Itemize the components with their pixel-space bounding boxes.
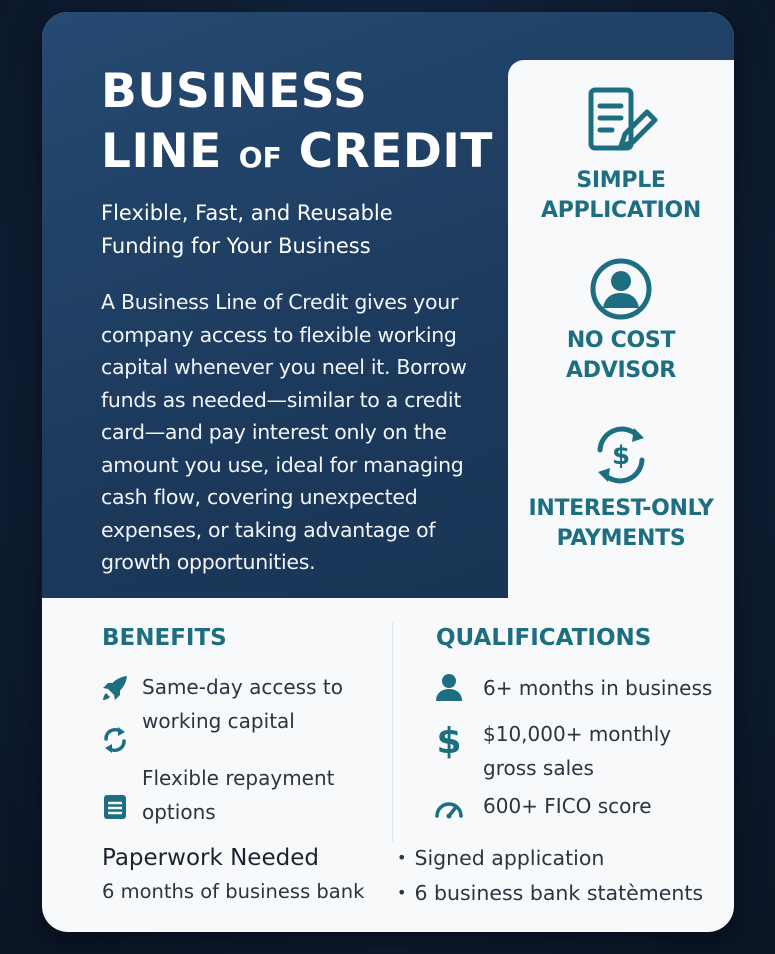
gauge-icon [434,797,464,819]
benefit-text: Same-day access to [142,675,343,699]
subtitle-line-2: Funding for Your Business [101,234,371,258]
qualifications-title: QUALIFICATIONS [436,625,652,651]
person-icon [435,673,463,703]
svg-text:$: $ [436,721,462,759]
benefit-text: options [142,800,216,824]
benefits-title: BENEFITS [102,625,227,651]
benefit-item-flexible [142,761,335,829]
qualification-text: 6+ months in business [483,676,713,700]
paperwork-text: 6 months of business bank [102,880,365,903]
paperwork-item: • Signed application [397,846,605,870]
qualification-text: $10,000+ monthly [483,722,672,746]
qualification-item-sales [434,717,671,785]
feature-no-cost-advisor [508,256,734,386]
dollar-cycle-icon [588,422,654,488]
bullet-icon: • [397,883,407,902]
hero-subtitle [101,197,481,263]
refresh-icon [101,726,129,754]
title-word-line: LINE [101,124,222,179]
bullet-icon: • [397,848,407,867]
document-list-icon [102,793,128,821]
benefit-item-same-day [100,670,343,738]
credit-info-card [42,12,734,932]
hero-section [42,12,734,598]
qualification-text: gross sales [483,756,594,780]
hero-description: A Business Line of Credit gives your company access to flexible working capital whenever you neel it. Borrow funds as needed—similar to a credit card—and pay interest only on the amount you use, ideal for managing cash flow, covering unexpected expenses, or taking advantage of growth opportunities. [101,290,467,574]
benefit-text: working capital [142,709,295,733]
svg-text:$: $ [611,441,631,471]
paperwork-title: Paperwork Needed [102,845,319,871]
paperwork-item: • 6 business bank statèments [397,881,704,905]
title-line-1: BUSINESS [101,64,368,119]
page-title [101,62,493,188]
feature-label: SIMPLE APPLICATION [541,168,701,223]
application-document-icon [581,86,661,158]
feature-interest-only-payments [508,422,734,554]
benefit-text: Flexible repayment [142,766,335,790]
dollar-icon [435,719,463,759]
advisor-person-icon [588,256,654,322]
rocket-icon [100,674,130,702]
qualification-item-months [434,671,712,705]
qualification-text: 600+ FICO score [483,794,652,818]
title-word-credit: CREDIT [298,124,493,179]
qualification-item-fico [434,789,652,823]
subtitle-line-1: Flexible, Fast, and Reusable [101,201,393,225]
feature-label: NO COST ADVISOR [566,328,676,383]
hero-text-panel [42,12,508,598]
column-divider [392,622,393,842]
title-word-of: OF [238,141,282,174]
benefit-item-document [100,793,130,821]
benefit-item-refresh [100,724,130,754]
feature-panel [508,60,734,598]
feature-label: INTEREST-ONLY PAYMENTS [528,496,714,551]
feature-simple-application [508,86,734,226]
